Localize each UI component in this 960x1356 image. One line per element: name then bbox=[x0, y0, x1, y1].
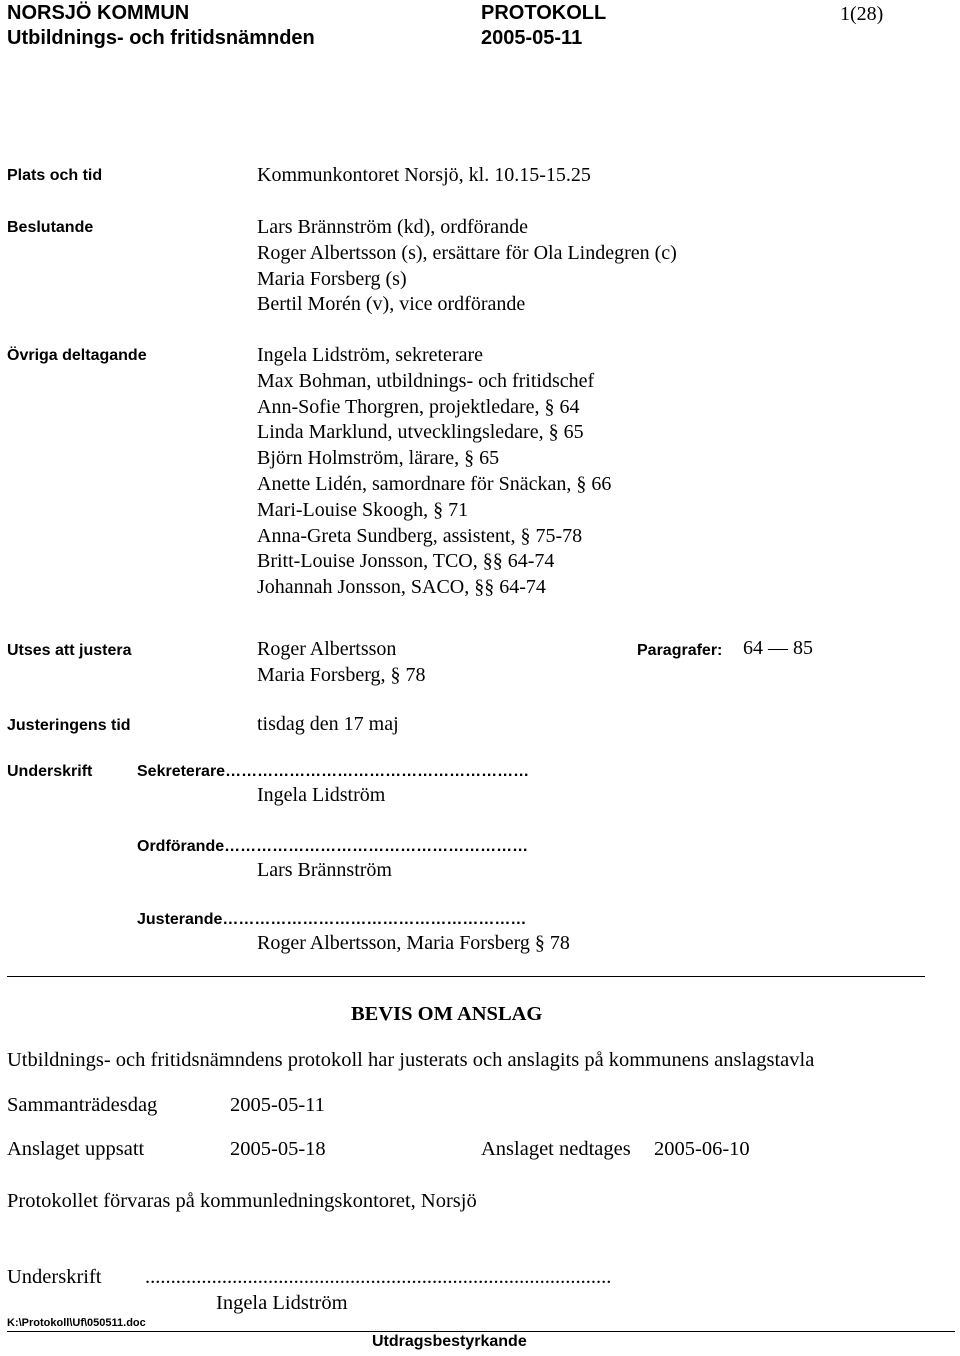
others-label: Övriga deltagande bbox=[7, 347, 147, 364]
posted-value: 2005-05-18 bbox=[230, 1138, 326, 1160]
org-name: NORSJÖ KOMMUN bbox=[7, 2, 190, 24]
chair-signature-line: Ordförande………………………………………………… bbox=[137, 838, 529, 855]
secretary-signature-line: Sekreterare………………………………………………… bbox=[137, 763, 530, 780]
adjuster-name: Roger Albertsson, Maria Forsberg § 78 bbox=[257, 932, 570, 954]
deciding-label: Beslutande bbox=[7, 219, 94, 236]
place-label: Plats och tid bbox=[7, 167, 103, 184]
posted-label: Anslaget uppsatt bbox=[7, 1138, 145, 1160]
others-item: Ingela Lidström, sekreterare bbox=[257, 344, 484, 366]
signature-label: Underskrift bbox=[7, 763, 93, 780]
page-number: 1(28) bbox=[840, 3, 884, 25]
adjust-name: Maria Forsberg, § 78 bbox=[257, 663, 426, 686]
deciding-item: Bertil Morén (v), vice ordförande bbox=[257, 293, 526, 316]
adjust-names bbox=[257, 637, 426, 689]
notice-signature-line: ........................................................................................... bbox=[145, 1266, 612, 1288]
adjuster-signature-line: Justerande………………………………………………… bbox=[137, 911, 527, 928]
others-item: Björn Holmström, lärare, § 65 bbox=[257, 447, 500, 470]
adjust-name: Roger Albertsson bbox=[257, 638, 397, 660]
place-value: Kommunkontoret Norsjö, kl. 10.15-15.25 bbox=[257, 164, 591, 186]
others-list bbox=[257, 343, 611, 601]
others-item: Britt-Louise Jonsson, TCO, §§ 64-74 bbox=[257, 550, 555, 573]
others-item: Mari-Louise Skoogh, § 71 bbox=[257, 498, 469, 521]
chair-name: Lars Brännström bbox=[257, 859, 392, 881]
others-item: Johannah Jonsson, SACO, §§ 64-74 bbox=[257, 576, 546, 599]
others-item: Ann-Sofie Thorgren, projektledare, § 64 bbox=[257, 395, 580, 418]
adjust-label: Utses att justera bbox=[7, 642, 132, 659]
deciding-item: Lars Brännström (kd), ordförande bbox=[257, 216, 529, 238]
others-item: Max Bohman, utbildnings- och fritidschef bbox=[257, 369, 595, 392]
header-date: 2005-05-11 bbox=[481, 27, 583, 49]
others-item: Anna-Greta Sundberg, assistent, § 75-78 bbox=[257, 524, 583, 547]
committee-name: Utbildnings- och fritidsnämnden bbox=[7, 27, 315, 49]
others-item: Anette Lidén, samordnare för Snäckan, § 66 bbox=[257, 472, 612, 495]
removed-label: Anslaget nedtages bbox=[481, 1138, 631, 1160]
secretary-name: Ingela Lidström bbox=[257, 784, 386, 806]
footer-rule bbox=[7, 1331, 955, 1332]
file-path: K:\Protokoll\Uf\050511.doc bbox=[7, 1317, 146, 1329]
meeting-day-value: 2005-05-11 bbox=[230, 1094, 325, 1116]
adjust-time-value: tisdag den 17 maj bbox=[257, 713, 399, 735]
notice-text: Utbildnings- och fritidsnämndens protokoll har justerats och anslagits på kommunens anslagstavla bbox=[7, 1049, 815, 1071]
notice-title: BEVIS OM ANSLAG bbox=[351, 1003, 543, 1025]
meeting-day-label: Sammanträdesdag bbox=[7, 1094, 158, 1116]
footer-label: Utdragsbestyrkande bbox=[372, 1333, 527, 1350]
notice-signature-name: Ingela Lidström bbox=[216, 1292, 348, 1314]
paragraphs-label: Paragrafer: bbox=[637, 642, 723, 659]
deciding-list bbox=[257, 215, 677, 318]
others-item: Linda Marklund, utvecklingsledare, § 65 bbox=[257, 421, 584, 444]
adjust-time-label: Justeringens tid bbox=[7, 717, 131, 734]
removed-value: 2005-06-10 bbox=[654, 1138, 750, 1160]
storage-text: Protokollet förvaras på kommunledningskontoret, Norsjö bbox=[7, 1190, 477, 1212]
deciding-item: Roger Albertsson (s), ersättare för Ola Lindegren (c) bbox=[257, 241, 677, 264]
deciding-item: Maria Forsberg (s) bbox=[257, 267, 407, 290]
section-divider bbox=[7, 976, 925, 977]
notice-signature-label: Underskrift bbox=[7, 1266, 102, 1288]
paragraphs-value: 64 — 85 bbox=[743, 637, 813, 659]
doc-type: PROTOKOLL bbox=[481, 2, 607, 24]
